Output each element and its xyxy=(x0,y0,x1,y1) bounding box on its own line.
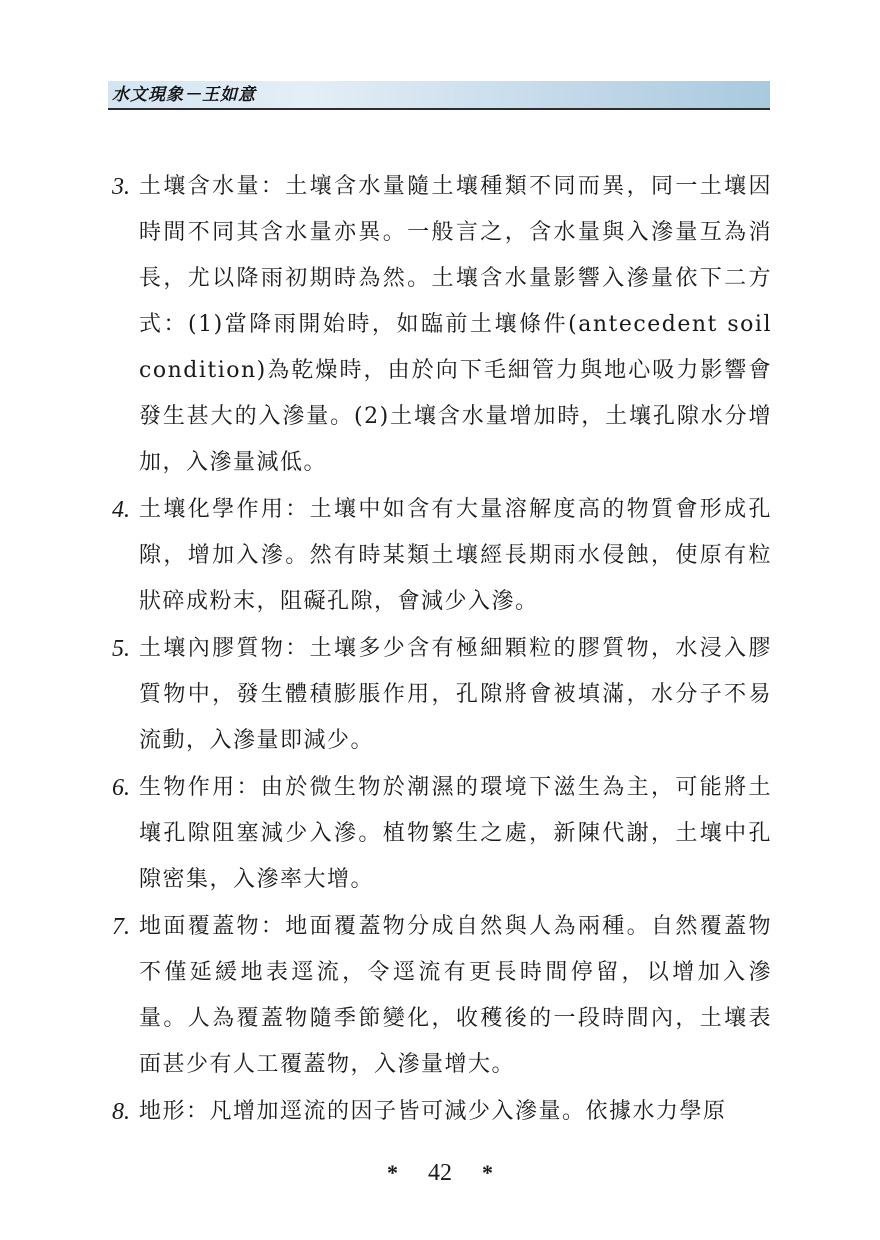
list-item-number: 5. xyxy=(112,636,130,662)
list-item-number: 3. xyxy=(112,174,130,200)
list-item xyxy=(112,164,772,486)
list-item-text: 地面覆蓋物：地面覆蓋物分成自然與人為兩種。自然覆蓋物不僅延緩地表逕流，令逕流有更長時間停留，以增加入滲量。人為覆蓋物隨季節變化，收穫後的一段時間內，土壤表面甚少有人工覆蓋物，入滲量增大。 xyxy=(139,914,772,1077)
list-item-number: 8. xyxy=(112,1099,130,1125)
running-header-title: 水文現象－王如意 xyxy=(112,85,256,105)
list-item-text: 土壤化學作用：土壤中如含有大量溶解度高的物質會形成孔隙，增加入滲。然有時某類土壤經長期雨水侵蝕，使原有粒狀碎成粉末，阻礙孔隙，會減少入滲。 xyxy=(139,497,772,614)
body-text xyxy=(112,164,772,1136)
page-number: 42 xyxy=(428,1160,452,1186)
list-item xyxy=(112,765,772,903)
list-item-number: 7. xyxy=(112,914,130,940)
list-item xyxy=(112,1089,772,1135)
list-item-number: 6. xyxy=(112,775,130,801)
list-item-text: 生物作用：由於微生物於潮濕的環境下滋生為主，可能將土壤孔隙阻塞減少入滲。植物繁生之處，新陳代謝，土壤中孔隙密集，入滲率大增。 xyxy=(139,775,772,892)
list-item-text: 土壤內膠質物：土壤多少含有極細顆粒的膠質物，水浸入膠質物中，發生體積膨脹作用，孔隙將會被填滿，水分子不易流動，入滲量即減少。 xyxy=(139,636,772,753)
list-item xyxy=(112,904,772,1088)
page-footer xyxy=(0,1158,880,1188)
footer-ornament-right: * xyxy=(482,1160,493,1185)
list-item-text: 土壤含水量：土壤含水量隨土壤種類不同而異，同一土壤因時間不同其含水量亦異。一般言之，含水量與入滲量互為消長，尤以降雨初期時為然。土壤含水量影響入滲量依下二方式：(1)當降雨開始時，如臨前土壤條件(antecedent soil condition)為乾燥時，由於向下毛細管力與地心吸力影響會發生甚大的入滲量。(2)土壤含水量增加時，土壤孔隙水分增加，入滲量減低。 xyxy=(139,174,772,475)
header-rule xyxy=(108,108,770,110)
list-item-number: 4. xyxy=(112,497,130,523)
list-item xyxy=(112,626,772,764)
list-item-text: 地形：凡增加逕流的因子皆可減少入滲量。依據水力學原 xyxy=(139,1099,727,1124)
list-item xyxy=(112,487,772,625)
footer-ornament-left: * xyxy=(387,1160,398,1185)
